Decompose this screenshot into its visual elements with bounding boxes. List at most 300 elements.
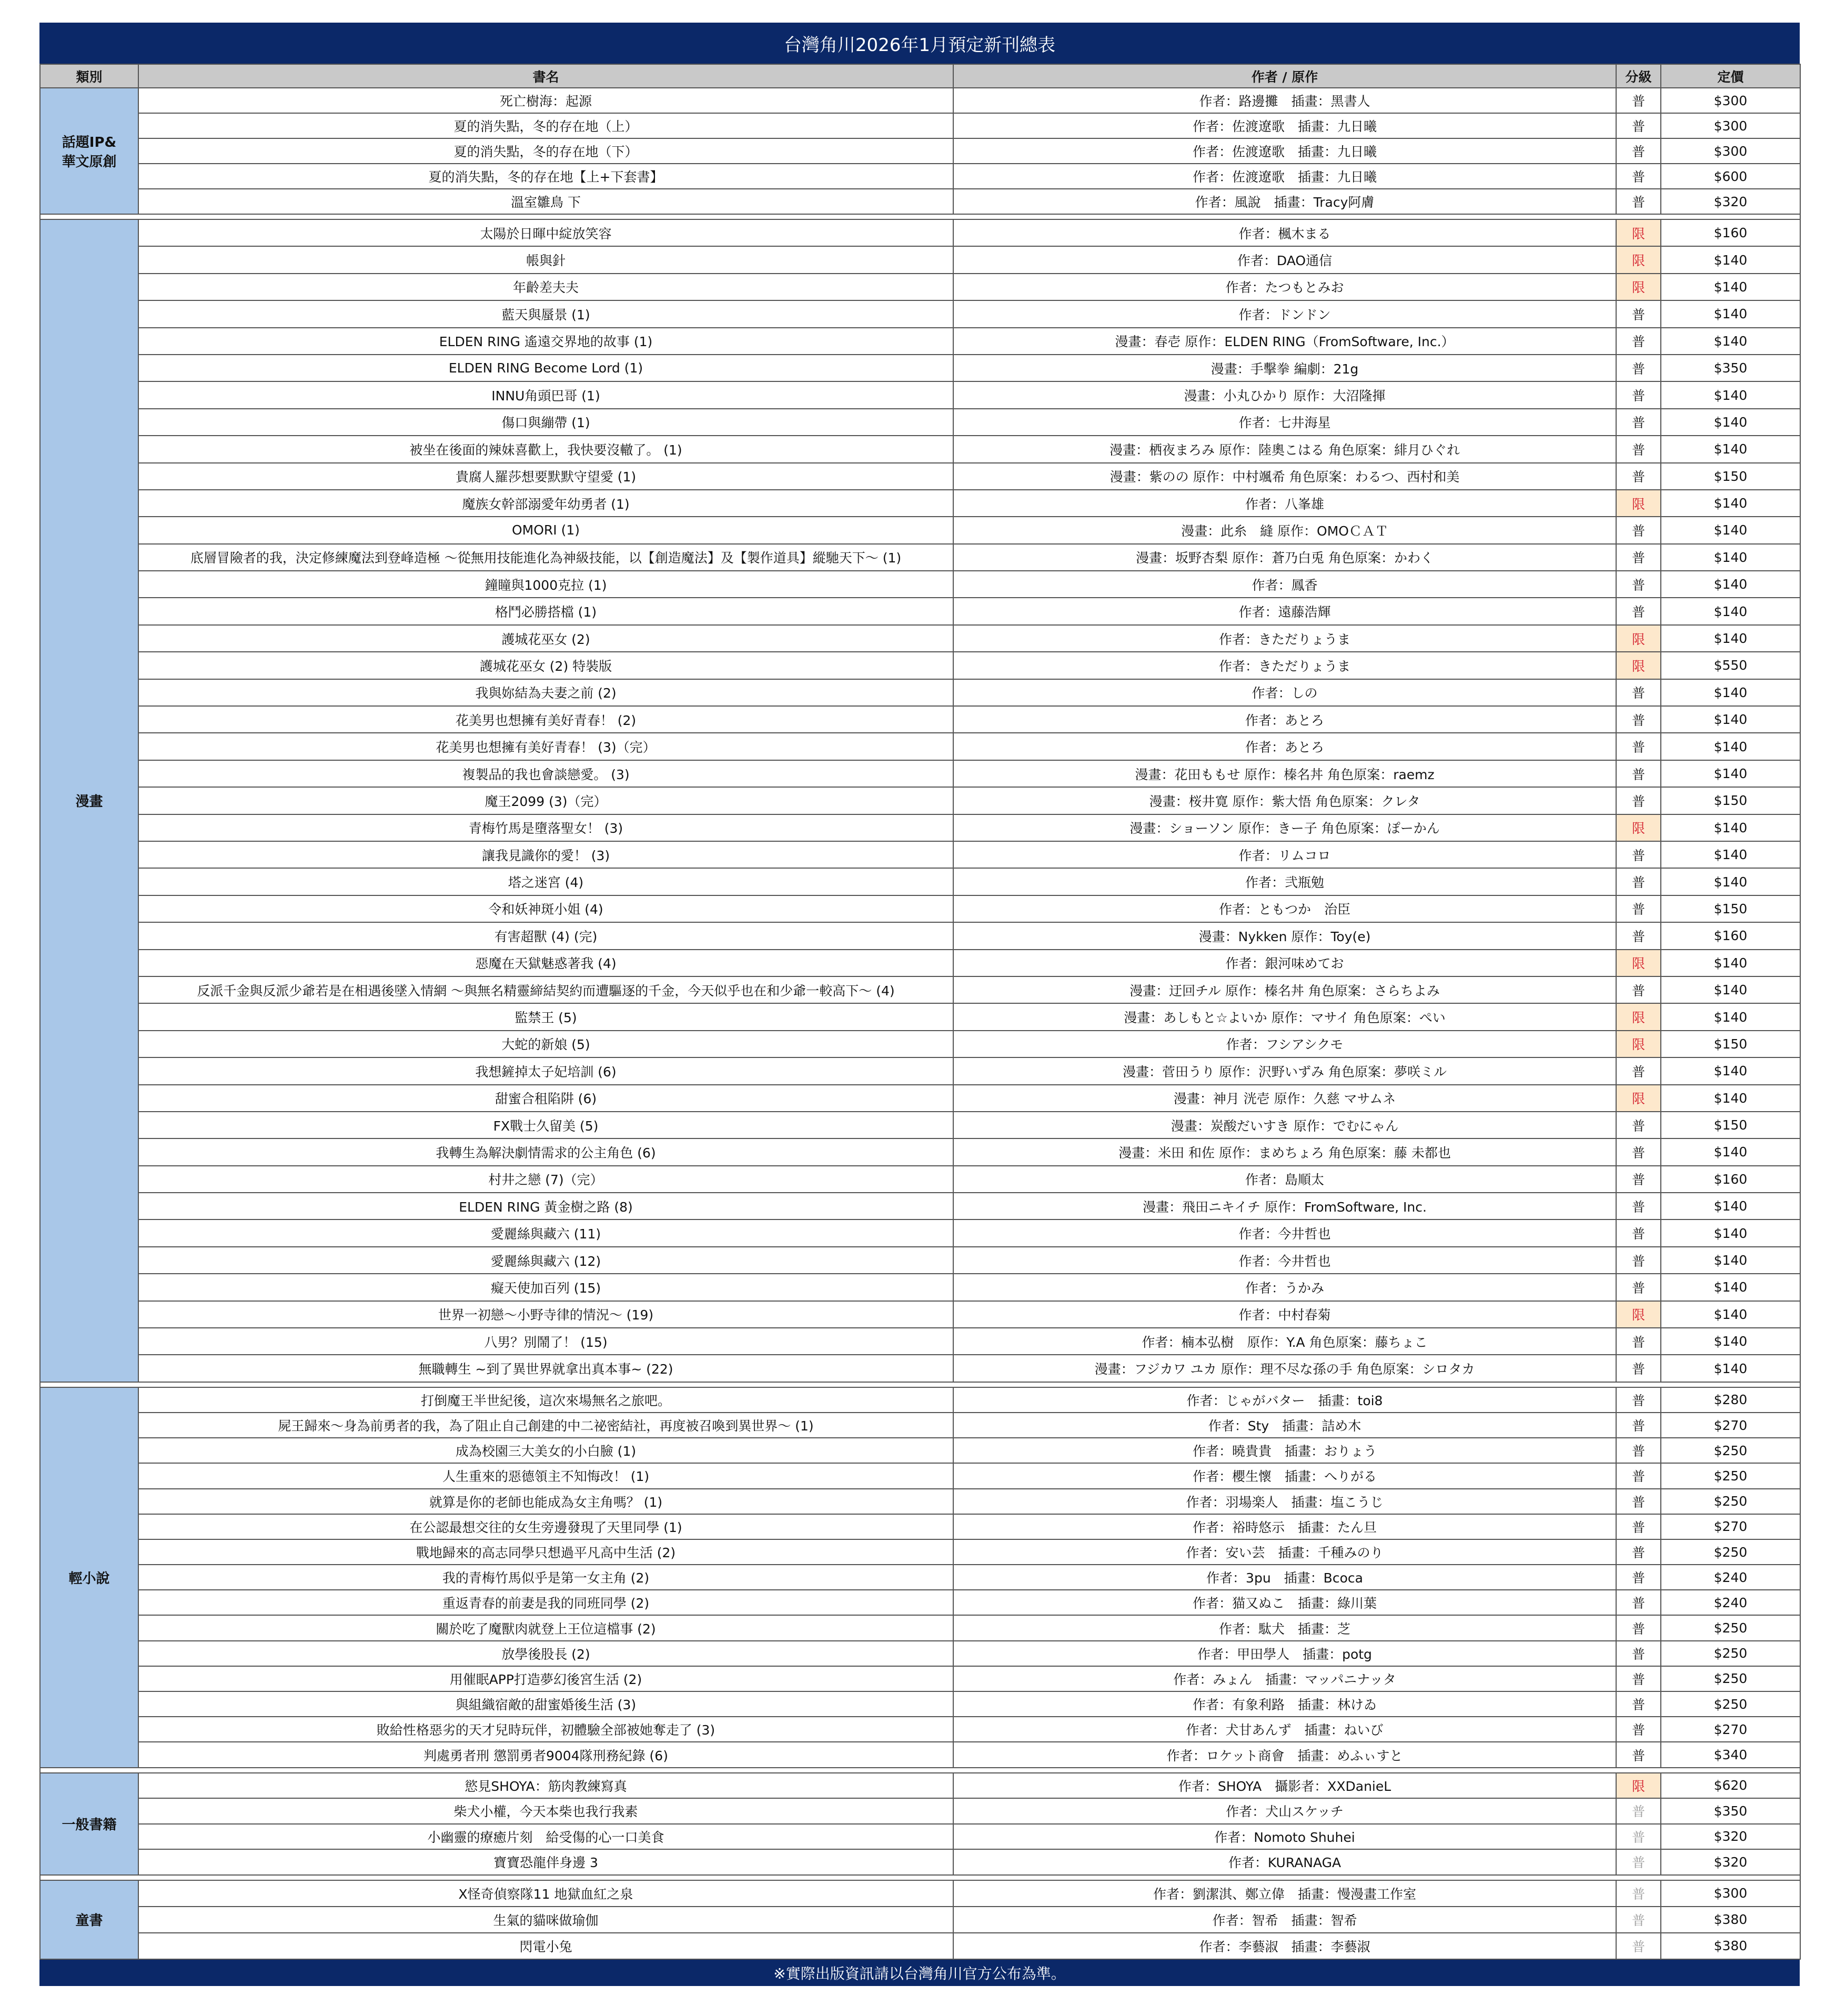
rating-cell: 普 (1616, 1138, 1661, 1165)
rating-cell: 普 (1616, 517, 1661, 543)
price-cell: $140 (1661, 841, 1800, 868)
author-cell: 作者：風說 插畫：Tracy阿膚 (953, 189, 1616, 214)
book-title-cell: 成為校園三大美女的小白臉 (1) (138, 1438, 953, 1463)
author-cell: 作者：リムコロ (953, 841, 1616, 868)
author-cell: 漫畫：炭酸だいすき 原作：でむにゃん (953, 1112, 1616, 1138)
section-separator-cell (40, 1382, 1800, 1387)
rating-cell: 普 (1616, 1489, 1661, 1514)
rating-cell: 普 (1616, 1355, 1661, 1382)
price-cell: $140 (1661, 1355, 1800, 1382)
table-row (40, 436, 1800, 462)
author-cell: 作者：路邊攤 插畫：黑書人 (953, 88, 1616, 113)
author-cell: 作者：甲田學人 插畫：potg (953, 1641, 1616, 1666)
rating-cell: 普 (1616, 679, 1661, 706)
author-cell: 作者：弐瓶勉 (953, 868, 1616, 895)
category-cell: 話題IP& 華文原創 (40, 88, 138, 214)
price-cell: $600 (1661, 164, 1800, 189)
price-cell: $340 (1661, 1742, 1800, 1767)
book-title-cell: 甜蜜合租陷阱 (6) (138, 1085, 953, 1112)
rating-cell: 限 (1616, 1085, 1661, 1112)
table-row (40, 571, 1800, 598)
author-cell: 作者：安い芸 插畫：千種みのり (953, 1539, 1616, 1565)
author-cell: 作者：Nomoto Shuhei (953, 1824, 1616, 1850)
author-cell: 漫畫：ショーソン 原作：きー子 角色原案：ぽーかん (953, 814, 1616, 841)
book-title-cell: 讓我見識你的愛！ (3) (138, 841, 953, 868)
price-cell: $240 (1661, 1565, 1800, 1590)
price-cell: $150 (1661, 463, 1800, 490)
price-cell: $140 (1661, 571, 1800, 598)
book-title-cell: 藍天與蜃景 (1) (138, 300, 953, 327)
author-cell: 漫畫：米田 和佐 原作：まめちょろ 角色原案：藤 未都也 (953, 1138, 1616, 1165)
author-cell: 作者：じゃがバター 插畫：toi8 (953, 1387, 1616, 1413)
book-title-cell: 我轉生為解決劇情需求的公主角色 (6) (138, 1138, 953, 1165)
rating-cell: 普 (1616, 787, 1661, 814)
author-cell: 作者：遠藤浩輝 (953, 598, 1616, 624)
price-cell: $140 (1661, 436, 1800, 462)
book-title-cell: 夏的消失點，冬的存在地（上） (138, 113, 953, 138)
table-row (40, 1193, 1800, 1219)
rating-cell: 普 (1616, 1438, 1661, 1463)
author-cell: 作者：きただりょうま (953, 625, 1616, 652)
author-cell: 漫畫：小丸ひかり 原作：大沼隆揮 (953, 381, 1616, 408)
author-cell: 漫畫：桜井寛 原作：紫大悟 角色原案：クレタ (953, 787, 1616, 814)
rating-cell: 普 (1616, 1463, 1661, 1488)
table-row (40, 1539, 1800, 1565)
rating-cell: 普 (1616, 1219, 1661, 1246)
rating-cell: 普 (1616, 1274, 1661, 1301)
book-title-cell: 大蛇的新娘 (5) (138, 1031, 953, 1057)
rating-cell: 限 (1616, 1301, 1661, 1328)
book-title-cell: 打倒魔王半世紀後，這次來場無名之旅吧。 (138, 1387, 953, 1413)
rating-cell: 限 (1616, 814, 1661, 841)
author-cell: 漫畫：手擊拳 編劇：21g (953, 355, 1616, 381)
rating-cell: 普 (1616, 922, 1661, 949)
price-cell: $160 (1661, 1166, 1800, 1193)
table-row (40, 1641, 1800, 1666)
table-row (40, 328, 1800, 355)
author-cell: 作者：智希 插畫：智希 (953, 1907, 1616, 1933)
price-cell: $140 (1661, 300, 1800, 327)
book-title-cell: 魔王2099 (3)（完） (138, 787, 953, 814)
price-cell: $140 (1661, 598, 1800, 624)
rating-cell: 普 (1616, 760, 1661, 787)
table-row (40, 1057, 1800, 1084)
table-row (40, 679, 1800, 706)
price-cell: $140 (1661, 1328, 1800, 1355)
price-cell: $250 (1661, 1691, 1800, 1717)
author-cell: 漫畫：迂回チル 原作：榛名丼 角色原案：さらちよみ (953, 976, 1616, 1003)
book-title-cell: 死亡樹海：起源 (138, 88, 953, 113)
price-cell: $280 (1661, 1387, 1800, 1413)
author-cell: 作者：3pu 插畫：Bcoca (953, 1565, 1616, 1590)
book-title-cell: 村井之戀 (7)（完） (138, 1166, 953, 1193)
author-cell: 作者：みょん 插畫：マッパニナッタ (953, 1666, 1616, 1691)
price-cell: $140 (1661, 760, 1800, 787)
table-row (40, 814, 1800, 841)
category-cell: 童書 (40, 1880, 138, 1959)
table-row (40, 355, 1800, 381)
price-cell: $140 (1661, 679, 1800, 706)
rating-cell: 普 (1616, 1539, 1661, 1565)
rating-cell: 普 (1616, 1907, 1661, 1933)
book-title-cell: 溫室雛鳥 下 (138, 189, 953, 214)
price-cell: $140 (1661, 490, 1800, 517)
price-cell: $140 (1661, 868, 1800, 895)
author-cell: 作者：たつもとみお (953, 274, 1616, 300)
release-table (39, 64, 1801, 1960)
price-cell: $150 (1661, 1031, 1800, 1057)
rating-cell: 普 (1616, 598, 1661, 624)
table-row (40, 300, 1800, 327)
author-cell: 漫畫：坂野杏梨 原作：蒼乃白兎 角色原案：かわく (953, 544, 1616, 571)
author-cell: 漫畫：紫のの 原作：中村颯希 角色原案：わるつ、西村和美 (953, 463, 1616, 490)
author-cell: 作者：きただりょうま (953, 652, 1616, 679)
book-title-cell: 格鬥必勝搭檔 (1) (138, 598, 953, 624)
column-header-book: 書名 (138, 64, 953, 88)
author-cell: 作者：ロケット商會 插畫：めふぃすと (953, 1742, 1616, 1767)
book-title-cell: 令和妖神斑小姐 (4) (138, 895, 953, 922)
author-cell: 作者：羽場楽人 插畫：塩こうじ (953, 1489, 1616, 1514)
rating-cell: 普 (1616, 976, 1661, 1003)
price-cell: $140 (1661, 733, 1800, 760)
price-cell: $320 (1661, 1824, 1800, 1850)
price-cell: $150 (1661, 787, 1800, 814)
book-title-cell: 癡天使加百列 (15) (138, 1274, 953, 1301)
section-separator-cell (40, 1768, 1800, 1773)
rating-cell: 普 (1616, 544, 1661, 571)
book-title-cell: 我與妳結為夫妻之前 (2) (138, 679, 953, 706)
rating-cell: 普 (1616, 1666, 1661, 1691)
price-cell: $300 (1661, 113, 1800, 138)
column-header-category: 類別 (40, 64, 138, 88)
author-cell: 作者：ドンドン (953, 300, 1616, 327)
price-cell: $620 (1661, 1773, 1800, 1799)
book-title-cell: 人生重來的惡德領主不知悔改！ (1) (138, 1463, 953, 1488)
price-cell: $250 (1661, 1463, 1800, 1488)
rating-cell: 普 (1616, 1413, 1661, 1438)
table-row (40, 1666, 1800, 1691)
book-title-cell: 花美男也想擁有美好青春！ (2) (138, 706, 953, 733)
column-header-rating: 分級 (1616, 64, 1661, 88)
author-cell: 作者：楠本弘樹 原作：Y.A 角色原案：藤ちょこ (953, 1328, 1616, 1355)
table-row (40, 381, 1800, 408)
price-cell: $380 (1661, 1907, 1800, 1933)
table-row (40, 922, 1800, 949)
table-row (40, 1463, 1800, 1488)
book-title-cell: 魔族女幹部溺愛年幼勇者 (1) (138, 490, 953, 517)
table-row (40, 409, 1800, 436)
table-row (40, 1003, 1800, 1030)
table-row (40, 787, 1800, 814)
price-cell: $140 (1661, 1138, 1800, 1165)
table-row (40, 1219, 1800, 1246)
rating-cell: 普 (1616, 1387, 1661, 1413)
book-title-cell: 無職轉生 ~到了異世界就拿出真本事~ (22) (138, 1355, 953, 1382)
author-cell: 作者：駄犬 插畫：芝 (953, 1615, 1616, 1640)
author-cell: 作者：ともつか 治臣 (953, 895, 1616, 922)
author-cell: 漫畫：神月 洸壱 原作：久慈 マサムネ (953, 1085, 1616, 1112)
book-title-cell: 太陽於日暉中綻放笑容 (138, 219, 953, 246)
author-cell: 作者：李藝淑 插畫：李藝淑 (953, 1933, 1616, 1959)
book-title-cell: 塔之迷宮 (4) (138, 868, 953, 895)
rating-cell: 普 (1616, 1590, 1661, 1615)
author-cell: 漫畫：栖夜まろみ 原作：陸奧こはる 角色原案：緋月ひぐれ (953, 436, 1616, 462)
table-row (40, 219, 1800, 246)
book-title-cell: 愛麗絲與藏六 (12) (138, 1247, 953, 1274)
rating-cell: 普 (1616, 1824, 1661, 1850)
author-cell: 作者：フシアシクモ (953, 1031, 1616, 1057)
section-separator (40, 214, 1800, 219)
column-header-price: 定價 (1661, 64, 1800, 88)
book-title-cell: OMORI (1) (138, 517, 953, 543)
sheet-title: 台灣角川2026年1月預定新刊總表 (39, 23, 1800, 64)
table-row (40, 1717, 1800, 1742)
book-title-cell: 在公認最想交往的女生旁邊發現了天里同學 (1) (138, 1514, 953, 1539)
book-title-cell: FX戰士久留美 (5) (138, 1112, 953, 1138)
author-cell: 作者：あとろ (953, 733, 1616, 760)
price-cell: $160 (1661, 219, 1800, 246)
book-title-cell: 放學後股長 (2) (138, 1641, 953, 1666)
rating-cell: 普 (1616, 355, 1661, 381)
table-row (40, 1514, 1800, 1539)
table-row (40, 1085, 1800, 1112)
author-cell: 作者：犬山スケッチ (953, 1798, 1616, 1824)
book-title-cell: 戰地歸來的高志同學只想過平凡高中生活 (2) (138, 1539, 953, 1565)
price-cell: $140 (1661, 409, 1800, 436)
book-title-cell: 青梅竹馬是墮落聖女！ (3) (138, 814, 953, 841)
book-title-cell: 反派千金與反派少爺若是在相遇後墜入情網 ～與無名精靈締結契約而遭驅逐的千金，今天似乎也在和少爺一較高下～ (4) (138, 976, 953, 1003)
author-cell: 作者：有象利路 插畫：林けゐ (953, 1691, 1616, 1717)
rating-cell: 限 (1616, 1003, 1661, 1030)
price-cell: $160 (1661, 922, 1800, 949)
table-row (40, 1438, 1800, 1463)
book-title-cell: 愛麗絲與藏六 (11) (138, 1219, 953, 1246)
category-cell: 輕小說 (40, 1387, 138, 1768)
price-cell: $140 (1661, 328, 1800, 355)
rating-cell: 普 (1616, 436, 1661, 462)
price-cell: $270 (1661, 1514, 1800, 1539)
table-row (40, 1031, 1800, 1057)
rating-cell: 普 (1616, 1880, 1661, 1907)
price-cell: $140 (1661, 274, 1800, 300)
price-cell: $270 (1661, 1413, 1800, 1438)
price-cell: $140 (1661, 1193, 1800, 1219)
table-row (40, 1274, 1800, 1301)
price-cell: $250 (1661, 1539, 1800, 1565)
column-header-author: 作者 / 原作 (953, 64, 1616, 88)
column-header-row (40, 64, 1800, 88)
author-cell: 作者：しの (953, 679, 1616, 706)
author-cell: 漫畫：あしもと☆よいか 原作：マサイ 角色原案：ぺい (953, 1003, 1616, 1030)
section-separator (40, 1768, 1800, 1773)
book-title-cell: 夏的消失點，冬的存在地（下） (138, 138, 953, 164)
price-cell: $250 (1661, 1666, 1800, 1691)
rating-cell: 普 (1616, 571, 1661, 598)
section-separator (40, 1875, 1800, 1880)
rating-cell: 普 (1616, 88, 1661, 113)
rating-cell: 普 (1616, 1193, 1661, 1219)
rating-cell: 普 (1616, 1849, 1661, 1875)
release-sheet (39, 23, 1800, 1986)
book-title-cell: 閃電小兔 (138, 1933, 953, 1959)
rating-cell: 普 (1616, 463, 1661, 490)
rating-cell: 普 (1616, 1933, 1661, 1959)
book-title-cell: 關於吃了魔獸肉就登上王位這檔事 (2) (138, 1615, 953, 1640)
table-row (40, 463, 1800, 490)
table-row (40, 138, 1800, 164)
price-cell: $250 (1661, 1438, 1800, 1463)
rating-cell: 普 (1616, 1565, 1661, 1590)
price-cell: $140 (1661, 950, 1800, 976)
author-cell: 作者：うかみ (953, 1274, 1616, 1301)
table-row (40, 1565, 1800, 1590)
table-row (40, 274, 1800, 300)
rating-cell: 普 (1616, 409, 1661, 436)
rating-cell: 普 (1616, 189, 1661, 214)
rating-cell: 普 (1616, 1798, 1661, 1824)
rating-cell: 普 (1616, 1641, 1661, 1666)
rating-cell: 限 (1616, 652, 1661, 679)
rating-cell: 普 (1616, 1514, 1661, 1539)
book-title-cell: 敗給性格惡劣的天才兒時玩伴，初體驗全部被她奪走了 (3) (138, 1717, 953, 1742)
table-row (40, 164, 1800, 189)
rating-cell: 普 (1616, 113, 1661, 138)
book-title-cell: 世界一初戀～小野寺律的情況～ (19) (138, 1301, 953, 1328)
author-cell: 作者：DAO通信 (953, 246, 1616, 273)
table-row (40, 1880, 1800, 1907)
book-title-cell: 我的青梅竹馬似乎是第一女主角 (2) (138, 1565, 953, 1590)
author-cell: 作者：七井海星 (953, 409, 1616, 436)
book-title-cell: 判處勇者刑 懲罰勇者9004隊刑務紀錄 (6) (138, 1742, 953, 1767)
table-row (40, 1773, 1800, 1799)
book-title-cell: 就算是你的老師也能成為女主角嗎？ (1) (138, 1489, 953, 1514)
book-title-cell: 底層冒險者的我，決定修練魔法到登峰造極 ～從無用技能進化為神級技能，以【創造魔法】及【製作道具】縱馳天下～ (1) (138, 544, 953, 571)
price-cell: $140 (1661, 625, 1800, 652)
rating-cell: 普 (1616, 164, 1661, 189)
price-cell: $140 (1661, 1085, 1800, 1112)
rating-cell: 普 (1616, 300, 1661, 327)
table-row (40, 1166, 1800, 1193)
author-cell: 作者：佐渡遼歌 插畫：九日曦 (953, 164, 1616, 189)
book-title-cell: 鐘瞳與1000克拉 (1) (138, 571, 953, 598)
author-cell: 漫畫：春壱 原作：ELDEN RING（FromSoftware, Inc.） (953, 328, 1616, 355)
category-cell: 漫畫 (40, 219, 138, 1382)
book-title-cell: 貴腐人羅莎想要默默守望愛 (1) (138, 463, 953, 490)
price-cell: $140 (1661, 517, 1800, 543)
category-cell: 一般書籍 (40, 1773, 138, 1875)
price-cell: $140 (1661, 1003, 1800, 1030)
rating-cell: 限 (1616, 1773, 1661, 1799)
price-cell: $270 (1661, 1717, 1800, 1742)
price-cell: $550 (1661, 652, 1800, 679)
author-cell: 作者：Sty 插畫：詰め木 (953, 1413, 1616, 1438)
price-cell: $140 (1661, 381, 1800, 408)
rating-cell: 普 (1616, 1247, 1661, 1274)
author-cell: 作者：猫又ぬこ 插畫：綠川葉 (953, 1590, 1616, 1615)
rating-cell: 普 (1616, 1166, 1661, 1193)
author-cell: 作者：裕時悠示 插畫：たん旦 (953, 1514, 1616, 1539)
table-body (40, 88, 1800, 1959)
price-cell: $140 (1661, 814, 1800, 841)
rating-cell: 普 (1616, 1112, 1661, 1138)
book-title-cell: 慾見SHOYA：筋肉教練寫真 (138, 1773, 953, 1799)
book-title-cell: 重返青春的前妻是我的同班同學 (2) (138, 1590, 953, 1615)
rating-cell: 普 (1616, 1742, 1661, 1767)
book-title-cell: 柴犬小權，今天本柴也我行我素 (138, 1798, 953, 1824)
book-title-cell: ELDEN RING 黃金樹之路 (8) (138, 1193, 953, 1219)
table-row (40, 1387, 1800, 1413)
table-row (40, 1355, 1800, 1382)
table-row (40, 1742, 1800, 1767)
author-cell: 作者：楓木まる (953, 219, 1616, 246)
rating-cell: 限 (1616, 219, 1661, 246)
price-cell: $320 (1661, 1849, 1800, 1875)
table-row (40, 1489, 1800, 1514)
rating-cell: 普 (1616, 138, 1661, 164)
author-cell: 作者：銀河味めてお (953, 950, 1616, 976)
table-row (40, 841, 1800, 868)
price-cell: $320 (1661, 189, 1800, 214)
price-cell: $380 (1661, 1933, 1800, 1959)
table-row (40, 1138, 1800, 1165)
table-row (40, 517, 1800, 543)
table-row (40, 189, 1800, 214)
table-row (40, 1798, 1800, 1824)
price-cell: $150 (1661, 895, 1800, 922)
rating-cell: 普 (1616, 706, 1661, 733)
book-title-cell: X怪奇偵察隊11 地獄血紅之泉 (138, 1880, 953, 1907)
table-row (40, 1247, 1800, 1274)
table-row (40, 625, 1800, 652)
author-cell: 漫畫：花田ももせ 原作：榛名丼 角色原案：raemz (953, 760, 1616, 787)
table-row (40, 1907, 1800, 1933)
price-cell: $140 (1661, 544, 1800, 571)
author-cell: 作者：劉潔淇、鄭立偉 插畫：慢漫畫工作室 (953, 1880, 1616, 1907)
rating-cell: 普 (1616, 1615, 1661, 1640)
book-title-cell: 監禁王 (5) (138, 1003, 953, 1030)
book-title-cell: 八男？別鬧了！ (15) (138, 1328, 953, 1355)
rating-cell: 限 (1616, 490, 1661, 517)
table-row (40, 895, 1800, 922)
book-title-cell: 寶寶恐龍伴身邊 3 (138, 1849, 953, 1875)
author-cell: 作者：犬甘あんず 插畫：ねいび (953, 1717, 1616, 1742)
table-row (40, 706, 1800, 733)
book-title-cell: ELDEN RING Become Lord (1) (138, 355, 953, 381)
rating-cell: 普 (1616, 1717, 1661, 1742)
rating-cell: 限 (1616, 246, 1661, 273)
author-cell: 漫畫：菅田うり 原作：沢野いずみ 角色原案：夢咲ミル (953, 1057, 1616, 1084)
table-row (40, 733, 1800, 760)
price-cell: $140 (1661, 1274, 1800, 1301)
book-title-cell: 花美男也想擁有美好青春！ (3)（完） (138, 733, 953, 760)
price-cell: $300 (1661, 138, 1800, 164)
price-cell: $140 (1661, 706, 1800, 733)
table-row (40, 1615, 1800, 1640)
price-cell: $140 (1661, 246, 1800, 273)
rating-cell: 普 (1616, 895, 1661, 922)
price-cell: $140 (1661, 1247, 1800, 1274)
author-cell: 作者：島順太 (953, 1166, 1616, 1193)
price-cell: $150 (1661, 1112, 1800, 1138)
rating-cell: 限 (1616, 625, 1661, 652)
book-title-cell: 屍王歸來～身為前勇者的我，為了阻止自己創建的中二祕密結社，再度被召喚到異世界～ (1) (138, 1413, 953, 1438)
author-cell: 漫畫：フジカワ ユカ 原作：理不尽な孫の手 角色原案：シロタカ (953, 1355, 1616, 1382)
author-cell: 作者：八峯雄 (953, 490, 1616, 517)
rating-cell: 限 (1616, 1031, 1661, 1057)
table-row (40, 598, 1800, 624)
book-title-cell: 惡魔在天獄魅惑著我 (4) (138, 950, 953, 976)
book-title-cell: 用催眠APP打造夢幻後宮生活 (2) (138, 1666, 953, 1691)
